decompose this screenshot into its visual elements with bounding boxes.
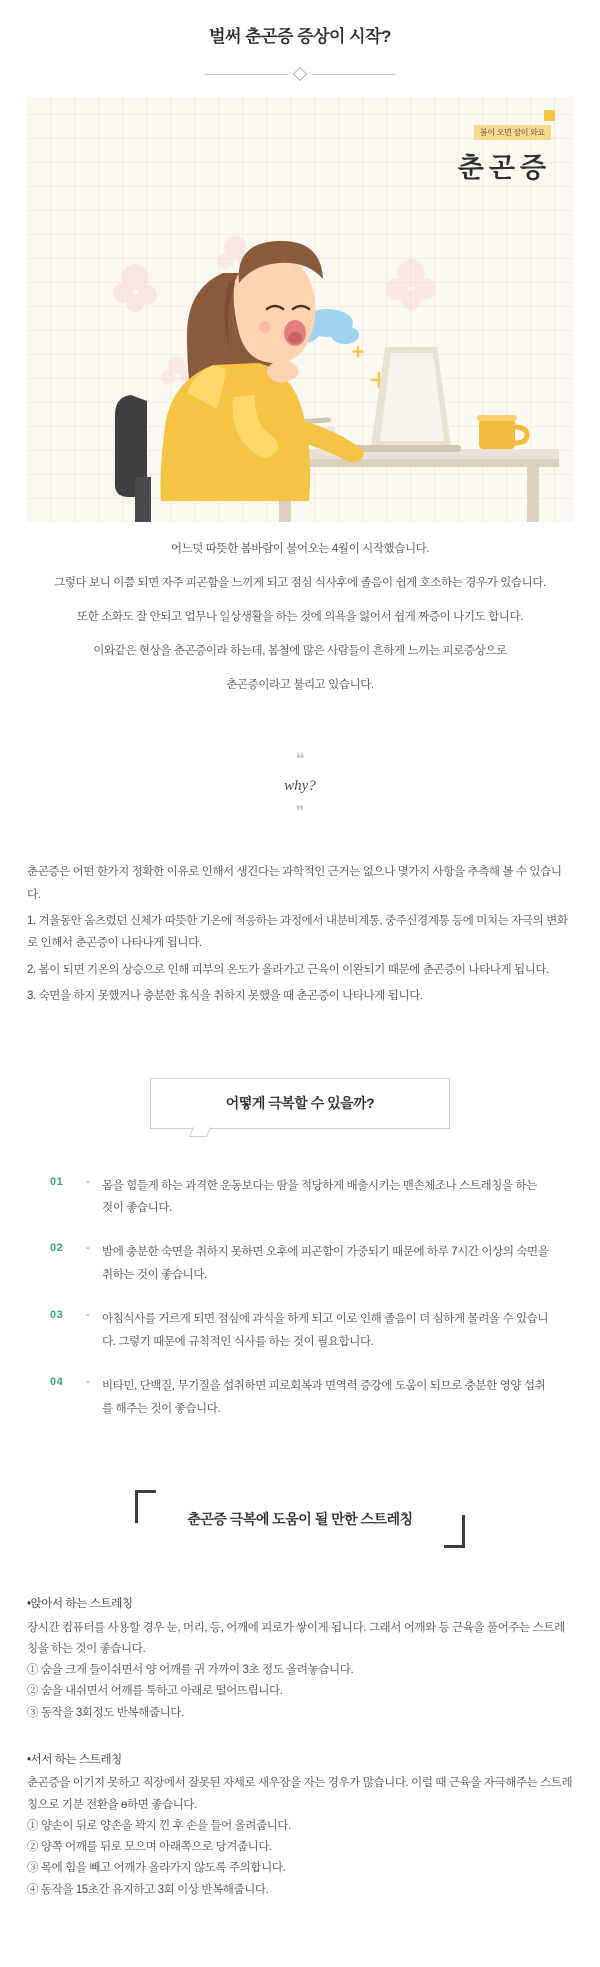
title-divider [205, 69, 395, 79]
list-item [50, 1375, 550, 1420]
badge-subtitle: 봄이 오면 잠이 와요 [474, 125, 551, 140]
stretch-sitting-step-1: ① 숨을 크게 들이쉬면서 양 어깨를 귀 가까이 3초 정도 올려놓습니다. [27, 1664, 354, 1677]
intro-line-2: 그렇다 보니 이쯤 되면 자주 피곤함을 느끼게 되고 점심 식사후에 졸음이 쉽게 호소하는 경우가 있습니다. [54, 576, 546, 589]
badge-title: 춘곤증 [457, 153, 551, 183]
divider-line-left [205, 74, 288, 75]
stretch-standing-step-4: ④ 동작을 15초간 유지하고 3회 이상 반복해줍니다. [27, 1883, 269, 1896]
list-item [50, 1241, 550, 1286]
intro-paragraph [27, 538, 573, 696]
tip-dash-icon: - [86, 1376, 90, 1389]
tip-index: 03 [50, 1309, 64, 1322]
tip-text: 몸을 힘들게 하는 과격한 운동보다는 땀을 적당하게 배출시키는 맨손체조나 스트레칭을 하는 것이 좋습니다. [102, 1179, 537, 1215]
intro-line-5: 춘곤증이라고 불리고 있습니다. [226, 678, 374, 691]
stretch-heading: 춘곤증 극복에 도움이 될 만한 스트레칭 [187, 1511, 413, 1528]
stretch-block-sitting [27, 1594, 573, 1724]
bracket-bottom-right-icon [444, 1515, 465, 1548]
stretch-sitting-step-3: ③ 동작을 3회정도 반복해줍니다. [27, 1706, 184, 1719]
hero-illustration [27, 97, 573, 522]
tip-text: 밤에 충분한 숙면을 취하지 못하면 오후에 피곤함이 가중되기 때문에 하루 7시간 이상의 숙면을 취하는 것이 좋습니다. [102, 1246, 549, 1281]
tip-index: 01 [50, 1175, 64, 1188]
stretch-standing-title: •서서 하는 스트레칭 [27, 1754, 122, 1766]
overcome-heading: 어떻게 극복할 수 있을까? [150, 1078, 450, 1129]
stretch-standing-lead: 춘곤증을 이기지 못하고 직장에서 잘못된 자세로 새우잠을 자는 경우가 많습니다. 이럴 때 근육을 자극해주는 스트레칭으로 기분 전환을 ө하면 좋습니다. [27, 1777, 573, 1811]
tip-dash-icon: - [86, 1175, 90, 1188]
badge-dot-icon [544, 110, 555, 121]
tips-list [50, 1175, 550, 1420]
tip-text: 비타민, 단백질, 무기질을 섭취하면 피로회복과 면역력 증강에 도움이 되므로 충분한 영양 섭취를 해주는 것이 좋습니다. [102, 1380, 546, 1415]
tip-text: 아침식사를 거르게 되면 점심에 과식을 하게 되고 이로 인해 졸음이 더 심하게 몰려올 수 있습니다. 그렇기 때문에 규칙적인 식사를 하는 것이 필요합니다. [102, 1313, 549, 1348]
stretch-standing-step-3: ③ 목에 힘을 빼고 어깨가 올라가지 않도록 주의합니다. [27, 1862, 286, 1875]
cause-section [27, 861, 573, 1008]
cause-item-3: 3. 숙면을 하지 못했거나 충분한 휴식을 취하지 못했을 때 춘곤증이 나타나게 됩니다. [27, 990, 423, 1003]
intro-line-3: 또한 소화도 잘 안되고 업무나 일상생활을 하는 것에 의욕을 잃어서 쉽게 짜증이 나기도 합니다. [76, 610, 524, 623]
illustration-badge [458, 122, 551, 185]
stretch-block-standing [27, 1750, 573, 1901]
stretch-standing-step-1: ① 양손이 뒤로 양손을 꽉지 낀 후 손을 들어 올려줍니다. [27, 1819, 291, 1832]
stretch-sitting-title: •앉아서 하는 스트레칭 [27, 1598, 133, 1611]
quote-open-icon: ❝ [295, 751, 305, 769]
stretch-sitting-lead: 장시간 컴퓨터를 사용할 경우 눈, 머리, 등, 어깨에 피로가 쌓이게 됩니다. 그래서 어깨와 등 근육을 풀어주는 스트레칭을 하는 것이 좋습니다. [27, 1621, 565, 1655]
quote-close-icon: ❞ [295, 804, 305, 822]
list-item [50, 1308, 550, 1353]
stretch-standing-step-2: ② 양쪽 어깨를 뒤로 모으며 아래쪽으로 당겨줍니다. [27, 1841, 272, 1854]
page-title: 벌써 춘곤증 증상이 시작? [209, 27, 391, 46]
divider-line-right [312, 74, 395, 75]
tip-index: 04 [50, 1376, 64, 1389]
overcome-heading-bubble [150, 1078, 450, 1129]
cause-intro: 춘곤증은 어떤 한가지 정확한 이유로 인해서 생긴다는 과학적인 근거는 없으나 몇가지 사항을 추측해 볼 수 있습니다. [27, 866, 562, 901]
tip-dash-icon: - [86, 1309, 90, 1322]
stretch-sitting-step-2: ② 숨을 내쉬면서 어깨를 툭하고 아래로 떨어뜨립니다. [27, 1685, 283, 1698]
intro-line-4: 이와같은 현상을 춘곤증이라 하는데, 봄철에 많은 사람들이 흔하게 느끼는 피로증상으로 [93, 644, 507, 657]
cause-item-1: 1. 겨울동안 움츠렸던 신체가 따뜻한 기온에 적응하는 과정에서 내분비계통, 중주신경계통 등에 미치는 자극의 변화로 인해서 춘곤증이 나타나게 됩니다. [27, 914, 568, 950]
why-word: why? [284, 778, 316, 795]
stretch-section [27, 1594, 573, 1966]
cause-item-2: 2. 봄이 되면 기온의 상승으로 인해 피부의 온도가 올라가고 근육이 이완되기 때문에 춘곤증이 나타나게 됩니다. [27, 963, 549, 976]
tip-index: 02 [50, 1242, 64, 1255]
divider-diamond-icon [293, 67, 307, 81]
list-item [50, 1175, 550, 1220]
stretch-heading-block [135, 1490, 465, 1548]
tip-dash-icon: - [86, 1242, 90, 1255]
why-section [0, 752, 600, 821]
bracket-top-left-icon [135, 1490, 156, 1523]
intro-line-1: 어느덧 따뜻한 봄바람이 불어오는 4월이 시작했습니다. [170, 543, 430, 555]
